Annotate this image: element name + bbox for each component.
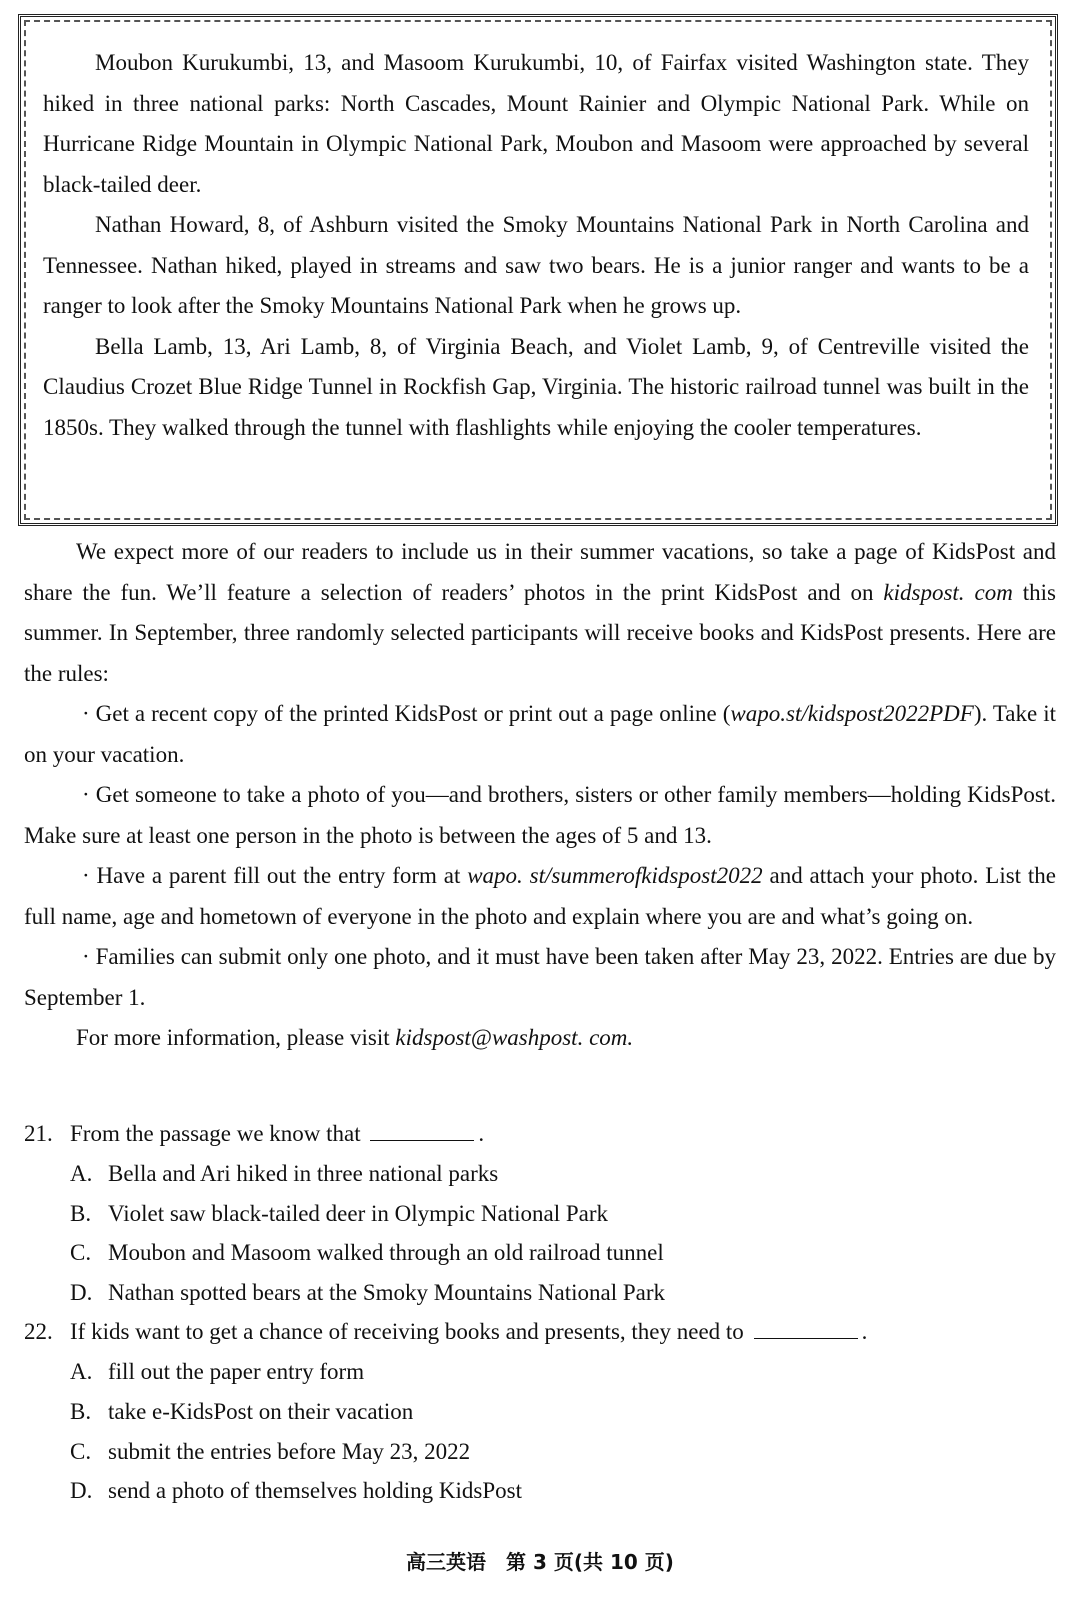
pdf-link-text: wapo.st/kidspost2022PDF — [730, 701, 974, 726]
more-info-text: For more information, please visit — [76, 1025, 396, 1050]
rule-1-text-1: · Get a recent copy of the printed KidsPost or print out a page online ( — [82, 701, 731, 726]
option-letter: A. — [70, 1161, 93, 1186]
rule-1-text-2: ). Take it on your vacation. — [24, 701, 1056, 767]
option-text: Bella and Ari hiked in three national parks — [108, 1161, 499, 1186]
rule-4: · Families can submit only one photo, and it must have been taken after May 23, 2022. Entries are due by September 1. — [24, 944, 1056, 1010]
question-end: . — [861, 1319, 868, 1345]
option-21-a — [70, 1154, 1056, 1194]
entry-form-link-text: wapo. st/summerofkidspost2022 — [467, 863, 763, 888]
option-21-b — [70, 1194, 1056, 1234]
story-paragraph-howard: Nathan Howard, 8, of Ashburn visited the Smoky Mountains National Park in North Carolina and Tennessee. Nathan hiked, played in streams and saw two bears. He is a junior ranger and wants to be a ranger to look after the Smoky Mountains National Park when he grows up. — [43, 212, 1029, 318]
question-text: If kids want to get a chance of receiving books and presents, they need to — [70, 1319, 744, 1345]
question-number: 22. — [24, 1319, 53, 1345]
question-22-stem — [24, 1312, 1056, 1352]
kidspost-site-text: kidspost. com — [883, 579, 1013, 605]
more-info-paragraph — [24, 1018, 1056, 1059]
option-letter: C. — [70, 1438, 92, 1464]
answer-blank — [370, 1118, 474, 1141]
option-letter: C. — [70, 1240, 92, 1266]
option-text: submit the entries before May 23, 2022 — [108, 1438, 471, 1464]
option-22-a — [70, 1352, 1056, 1392]
intro-text-1: We expect more of our readers to include us in their summer vacations, so take a page of KidsPost and share the fun. We’ll feature a selection of readers’ photos in the print KidsPost and on — [24, 539, 1056, 605]
question-end: . — [478, 1121, 485, 1146]
rule-3 — [24, 856, 1056, 937]
contact-email-text: kidspost@washpost. com. — [395, 1025, 634, 1050]
framed-reader-stories-box — [18, 14, 1058, 526]
option-22-c — [70, 1432, 1056, 1472]
answer-blank — [754, 1316, 858, 1339]
story-paragraph-lamb: Bella Lamb, 13, Ari Lamb, 8, of Virginia Beach, and Violet Lamb, 9, of Centreville visited the Claudius Crozet Blue Ridge Tunnel in Rockfish Gap, Virginia. The historic railroad tunnel was built in the 1850s. They walked through the tunnel with flashlights while enjoying the cooler temperatures. — [43, 333, 1029, 440]
option-text: take e-KidsPost on their vacation — [108, 1398, 414, 1424]
option-text: Violet saw black-tailed deer in Olympic National Park — [108, 1200, 608, 1226]
passage-body — [24, 532, 1056, 1059]
rule-1 — [24, 694, 1056, 775]
rule-2: · Get someone to take a photo of you—and brothers, sisters or other family members—holding KidsPost. Make sure at least one person in the photo is between the ages of 5 and 13. — [24, 782, 1056, 848]
rule-3-text-2: and attach your photo. List the full name, age and hometown of everyone in the photo and explain where you are and what’s going on. — [24, 863, 1057, 929]
option-letter: D. — [70, 1279, 93, 1305]
option-21-c — [70, 1233, 1056, 1273]
page-footer: 高三英语 第 3 页(共 10 页) — [406, 1550, 674, 1574]
option-letter: B. — [70, 1200, 92, 1226]
question-21-stem — [24, 1114, 1056, 1154]
option-21-d — [70, 1273, 1056, 1313]
intro-text-2: this summer. In September, three randomly selected participants will receive books and KidsPost presents. Here are the rules: — [24, 579, 1056, 686]
option-text: Nathan spotted bears at the Smoky Mountains National Park — [108, 1279, 666, 1305]
option-text: fill out the paper entry form — [108, 1359, 365, 1385]
rule-3-text-1: · Have a parent fill out the entry form at — [82, 863, 468, 888]
option-letter: B. — [70, 1398, 92, 1424]
option-22-d — [70, 1471, 1056, 1511]
option-text: send a photo of themselves holding KidsPost — [108, 1478, 522, 1504]
option-22-b — [70, 1392, 1056, 1432]
intro-paragraph — [24, 532, 1056, 694]
option-letter: A. — [70, 1359, 93, 1385]
option-text: Moubon and Masoom walked through an old railroad tunnel — [108, 1240, 664, 1266]
option-letter: D. — [70, 1478, 93, 1504]
story-paragraph-kurukumbi: Moubon Kurukumbi, 13, and Masoom Kurukumbi, 10, of Fairfax visited Washington state. They hiked in three national parks: North Cascades, Mount Rainier and Olympic National Park. While on Hurricane Ridge Mountain in Olympic National Park, Moubon and Masoom were approached by several black-tailed deer. — [43, 50, 1029, 197]
question-number: 21. — [24, 1121, 53, 1146]
question-text: From the passage we know that — [70, 1121, 361, 1146]
questions-section — [24, 1114, 1056, 1511]
